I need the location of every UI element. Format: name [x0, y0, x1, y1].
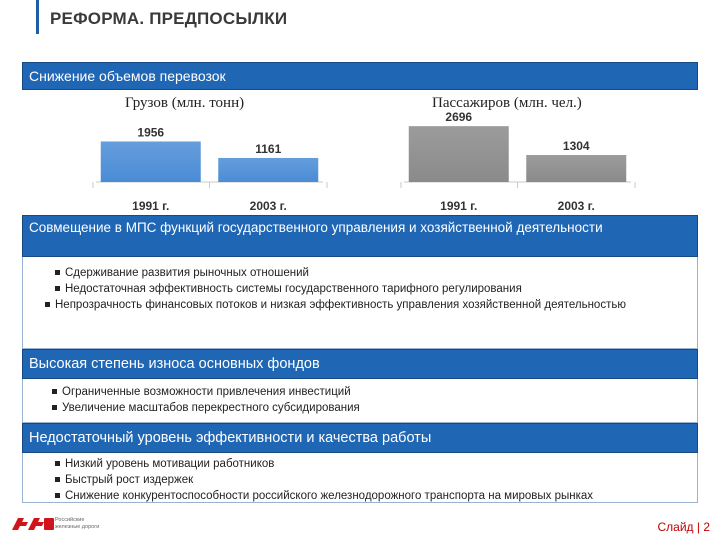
- list-item: Снижение конкурентоспособности российского железнодорожного транспорта на мировых рынках: [55, 488, 685, 504]
- logo-caption-line: железные дороги: [55, 524, 100, 530]
- list-item: Увеличение масштабов перекрестного субсидирования: [52, 400, 672, 416]
- chart-title-passengers: Пассажиров (млн. чел.): [432, 95, 582, 111]
- logo-caption: [55, 517, 125, 531]
- x-tick-label: 2003 г.: [249, 199, 287, 213]
- list-item: Ограниченные возможности привлечения инвестиций: [52, 384, 672, 400]
- title-accent-bar: [36, 0, 39, 34]
- efficiency-list: [55, 456, 685, 504]
- page-title: РЕФОРМА. ПРЕДПОСЫЛКИ: [50, 9, 288, 28]
- list-item: Низкий уровень мотивации работников: [55, 456, 685, 472]
- bar-1991: [101, 141, 201, 182]
- section-header-mps-functions: Совмещение в МПС функций государственного управления и хозяйственной деятельности: [22, 215, 698, 257]
- list-item: Быстрый рост издержек: [55, 472, 685, 488]
- list-item: Непрозрачность финансовых потоков и низкая эффективность управления хозяйственной деятельностью: [45, 297, 675, 313]
- slide-number: Слайд | 2: [657, 520, 710, 534]
- bar-1991: [409, 126, 509, 182]
- logo-caption-line: Российские: [55, 517, 85, 523]
- list-item: Недостаточная эффективность системы государственного тарифного регулирования: [55, 281, 675, 297]
- list-item: Сдерживание развития рыночных отношений: [55, 265, 675, 281]
- bar-value-label: 1161: [255, 141, 282, 156]
- bar-value-label: 1956: [137, 125, 165, 140]
- passenger-bar-chart: [400, 110, 635, 215]
- x-tick-label: 1991 г.: [132, 199, 170, 213]
- bar-2003: [526, 155, 626, 182]
- bar-value-label: 1304: [562, 138, 590, 153]
- cargo-bar-chart: [92, 120, 327, 215]
- bar-value-label: 2696: [445, 110, 473, 125]
- x-tick-label: 1991 г.: [440, 199, 478, 213]
- bar-2003: [218, 158, 318, 182]
- asset-wear-list: [52, 384, 672, 416]
- mps-functions-list: [55, 265, 675, 313]
- section-header-asset-wear: Высокая степень износа основных фондов: [22, 349, 698, 379]
- chart-title-cargo: Грузов (млн. тонн): [125, 95, 245, 111]
- section-header-efficiency: Недостаточный уровень эффективности и качества работы: [22, 423, 698, 453]
- section-header-transport-decline: Снижение объемов перевозок: [22, 62, 698, 90]
- x-tick-label: 2003 г.: [557, 199, 595, 213]
